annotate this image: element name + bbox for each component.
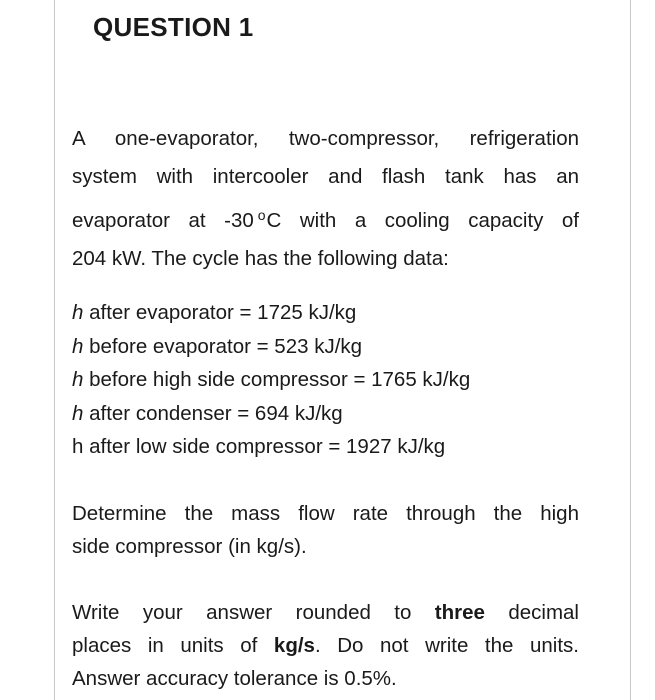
degree-symbol: o [257,207,266,223]
enthalpy-symbol: h [72,435,84,458]
instruction-line [72,596,579,629]
problem-line: A one-evaporator, two-compressor, refrigeration [72,127,579,150]
instruction-line: Answer accuracy tolerance is 0.5%. [72,667,397,690]
enthalpy-item [72,397,579,431]
enthalpy-text: before high side compressor = 1765 kJ/kg [83,368,471,391]
problem-text: C with a cooling capacity of [266,209,580,232]
enthalpy-symbol: h [72,334,84,358]
enthalpy-symbol: h [72,368,84,391]
enthalpy-text: after condenser = 694 kJ/kg [83,401,343,425]
task-line: side compressor (in kg/s). [72,535,307,558]
problem-line: 204 kW. The cycle has the following data: [72,247,449,270]
problem-statement [72,120,579,278]
answer-instructions [72,596,579,695]
instruction-text: . Do not write the units. [314,634,580,657]
enthalpy-item [72,296,579,330]
problem-line [72,196,579,240]
enthalpy-text: after low side compressor = 1927 kJ/kg [83,435,446,458]
enthalpy-item [72,363,579,397]
instruction-text: Write your answer rounded to [72,601,435,624]
instruction-emphasis: three [434,601,485,624]
enthalpy-data-list [72,296,579,464]
enthalpy-item [72,430,579,464]
enthalpy-symbol: h [72,301,84,324]
enthalpy-text: after evaporator = 1725 kJ/kg [83,301,357,324]
instruction-emphasis: kg/s [273,634,315,657]
instruction-text: decimal [484,601,579,624]
problem-line: system with intercooler and flash tank has an [72,165,579,188]
problem-text: evaporator at -30 [72,209,254,232]
instruction-line [72,629,579,662]
question-title: QUESTION 1 [93,12,254,42]
instruction-text: places in units of [72,634,274,657]
enthalpy-text: before evaporator = 523 kJ/kg [83,334,363,358]
enthalpy-symbol: h [72,401,84,425]
task-line: Determine the mass flow rate through the high [72,502,579,525]
task-statement [72,497,579,563]
enthalpy-item [72,330,579,364]
